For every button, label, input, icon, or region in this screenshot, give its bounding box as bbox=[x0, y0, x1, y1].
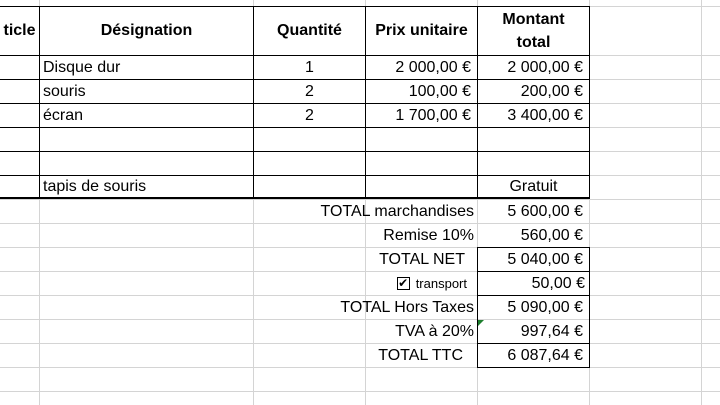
transport-checkbox[interactable]: ✔ bbox=[398, 276, 409, 290]
transport-label: transport bbox=[415, 276, 467, 291]
total-ht-label[interactable]: TOTAL Hors Taxes bbox=[340, 298, 474, 316]
cell-designation[interactable]: écran bbox=[43, 106, 84, 124]
cell-designation[interactable]: Disque dur bbox=[43, 58, 121, 76]
tva-value[interactable]: 997,64 € bbox=[520, 322, 583, 340]
transport-value[interactable]: 50,00 € bbox=[531, 274, 585, 292]
total-ttc-value[interactable]: 6 087,64 € bbox=[507, 346, 583, 364]
gridline-col bbox=[701, 0, 702, 405]
totals-border bbox=[477, 367, 590, 368]
gridline-row bbox=[0, 367, 720, 368]
remise-value[interactable]: 560,00 € bbox=[520, 226, 583, 244]
gridline-row bbox=[0, 391, 720, 392]
header-quantite[interactable]: Quantité bbox=[277, 22, 342, 39]
transport-checkbox-control[interactable] bbox=[254, 272, 477, 295]
cell-prix[interactable]: 1 700,00 € bbox=[395, 106, 471, 124]
cell-quantite[interactable]: 2 bbox=[305, 106, 314, 124]
total-net-value[interactable]: 5 040,00 € bbox=[507, 250, 583, 268]
totals-border bbox=[589, 247, 590, 368]
total-marchandises-value[interactable]: 5 600,00 € bbox=[507, 202, 583, 220]
tva-label[interactable]: TVA à 20% bbox=[395, 322, 474, 340]
cell-montant[interactable]: 3 400,00 € bbox=[507, 106, 583, 124]
header-prix-unitaire[interactable]: Prix unitaire bbox=[375, 22, 468, 39]
total-net-label[interactable]: TOTAL NET bbox=[379, 250, 465, 268]
cell-montant[interactable]: 2 000,00 € bbox=[507, 58, 583, 76]
header-montant-line1: Montant bbox=[502, 11, 565, 28]
header-article[interactable]: ticle bbox=[3, 22, 36, 39]
table-border bbox=[589, 6, 590, 199]
total-ttc-label[interactable]: TOTAL TTC bbox=[378, 346, 463, 364]
cell-designation[interactable] bbox=[40, 128, 253, 151]
remise-label[interactable]: Remise 10% bbox=[383, 226, 474, 244]
cell-designation[interactable] bbox=[40, 152, 253, 175]
cell-montant[interactable]: 200,00 € bbox=[520, 82, 583, 100]
header-montant-line2: total bbox=[516, 34, 551, 51]
header-designation[interactable]: Désignation bbox=[100, 22, 193, 39]
cell-designation[interactable]: souris bbox=[43, 82, 86, 100]
cell-designation[interactable]: tapis de souris bbox=[43, 177, 147, 195]
cell-prix[interactable]: 100,00 € bbox=[408, 82, 471, 100]
total-marchandises-label[interactable]: TOTAL marchandises bbox=[320, 202, 474, 220]
cell-quantite[interactable]: 2 bbox=[305, 82, 314, 100]
total-ht-value[interactable]: 5 090,00 € bbox=[507, 298, 583, 316]
cell-prix[interactable]: 2 000,00 € bbox=[395, 58, 471, 76]
table-border bbox=[0, 197, 590, 199]
cell-montant[interactable]: Gratuit bbox=[509, 177, 558, 195]
header-montant-total[interactable] bbox=[478, 7, 589, 55]
cell-quantite[interactable]: 1 bbox=[305, 58, 314, 76]
